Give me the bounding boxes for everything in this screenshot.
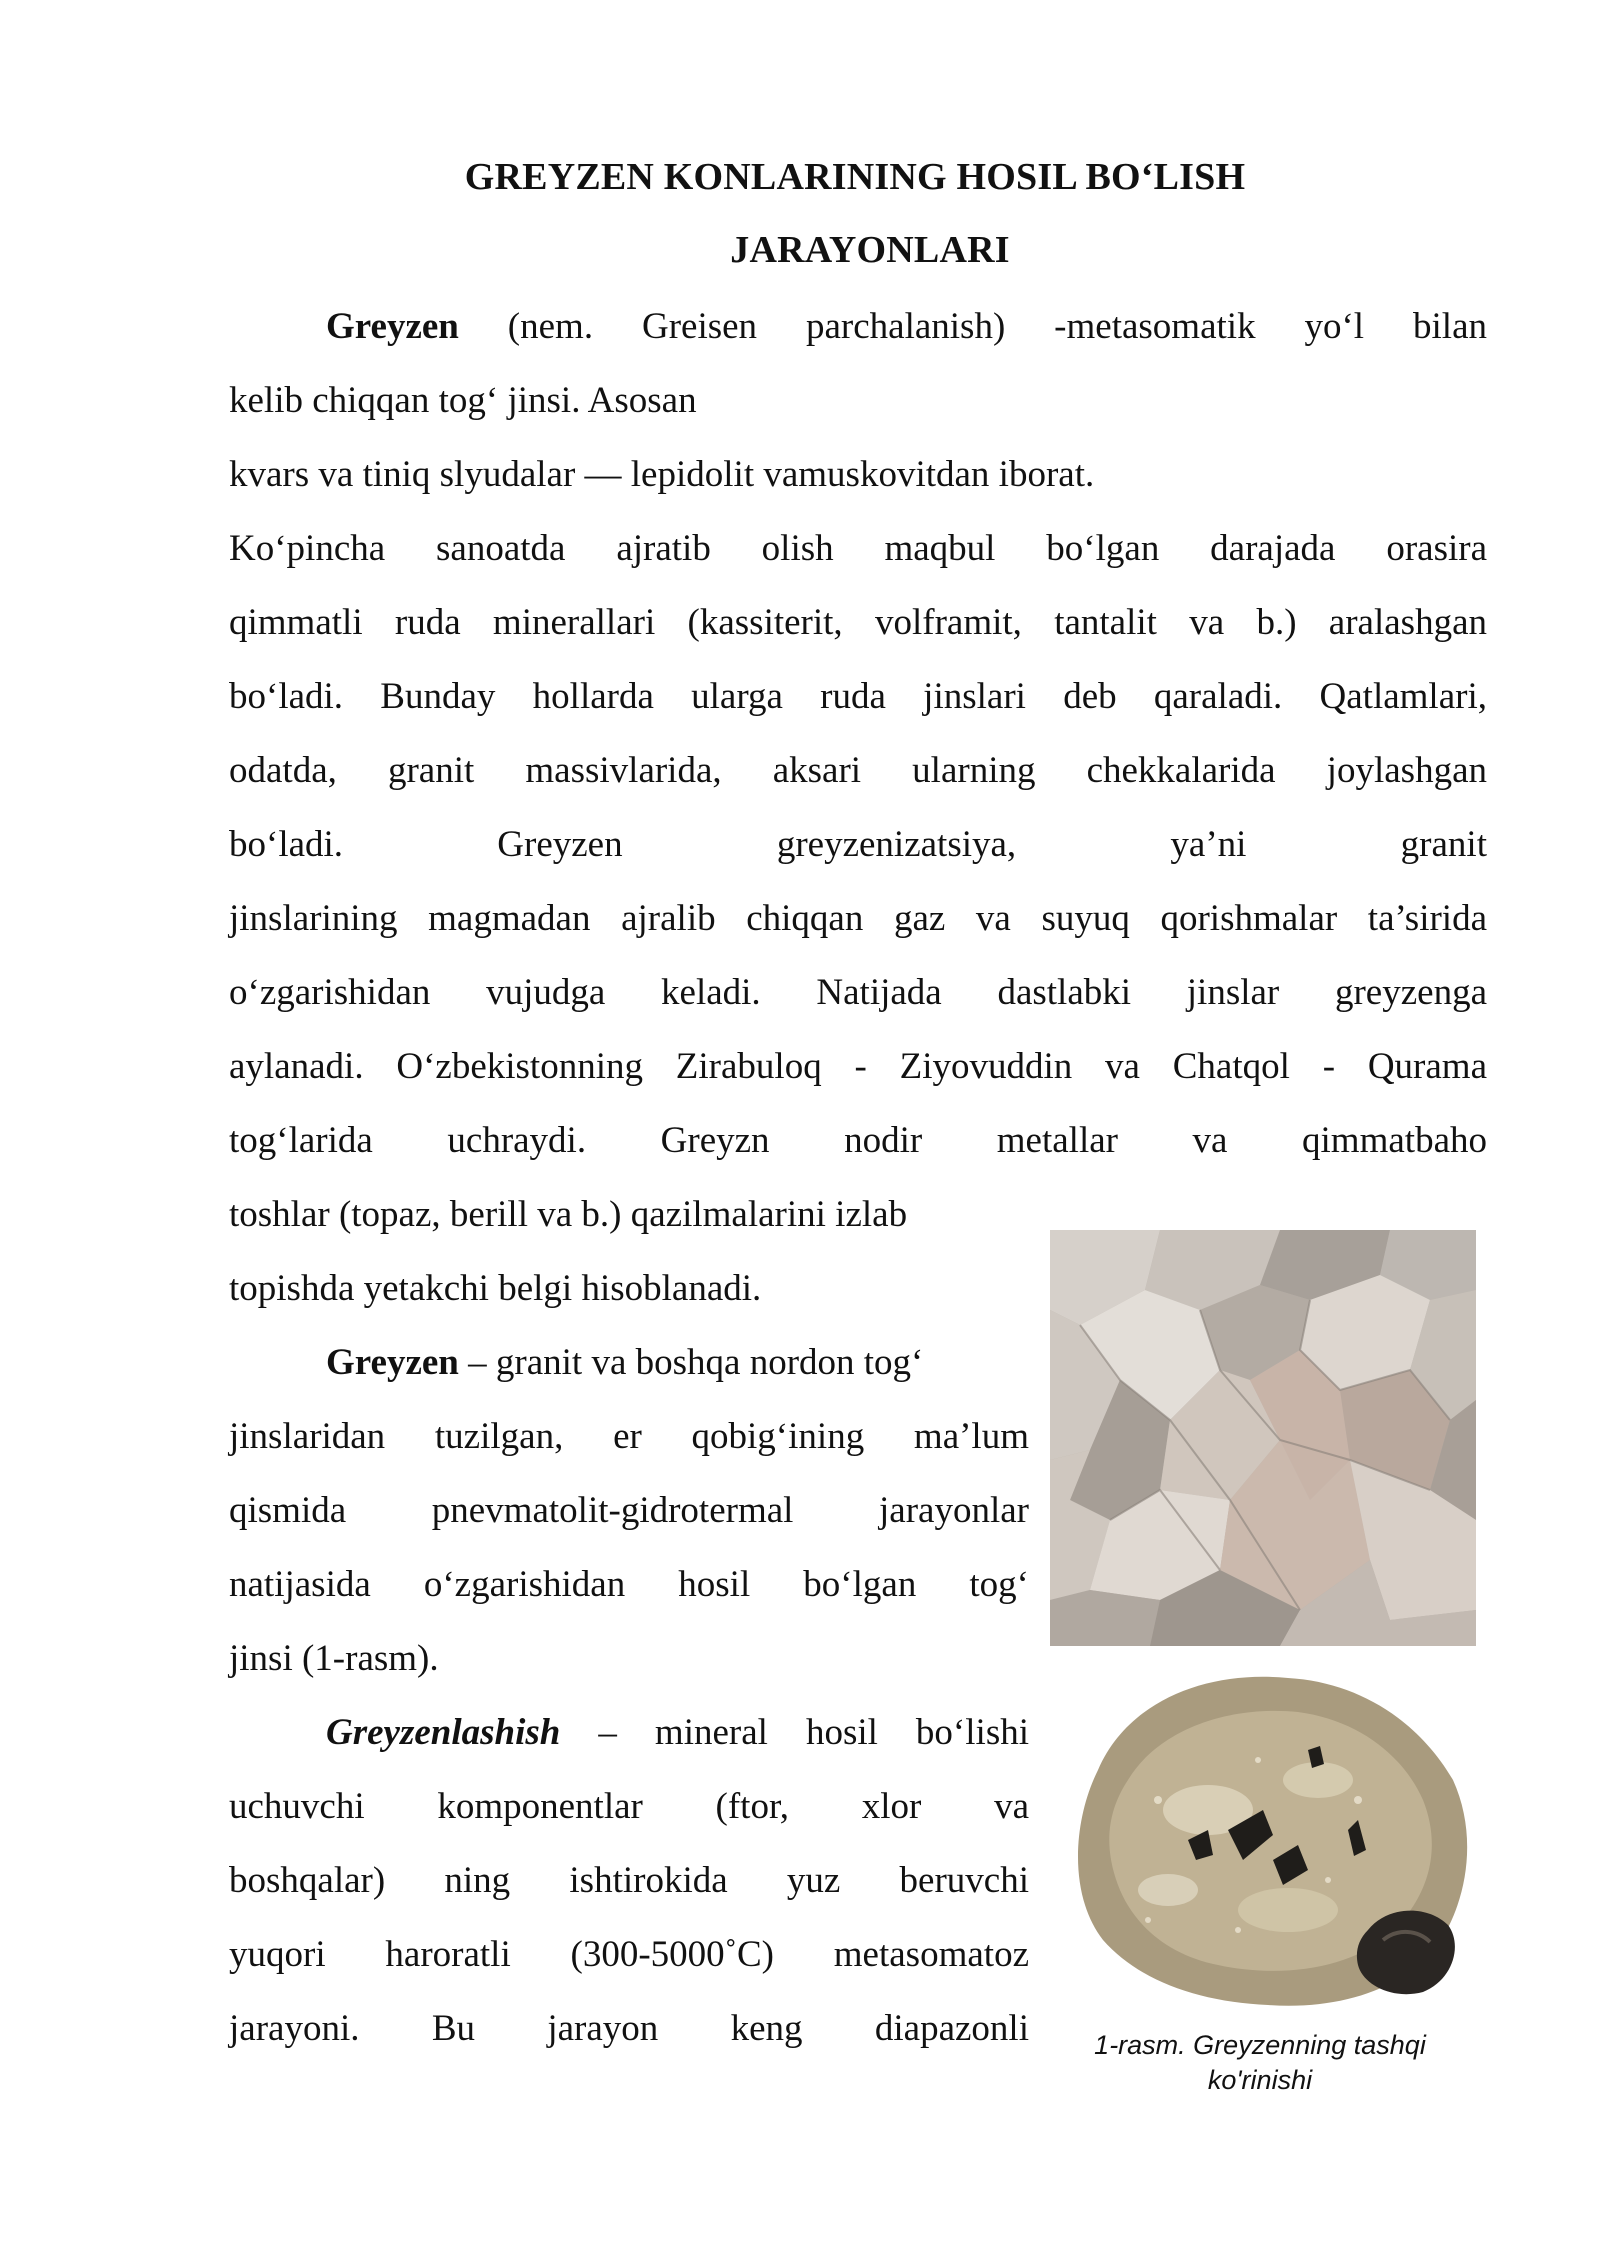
- paragraph-2-line-4: natijasida o‘zgarishidan hosil bo‘lgan tog‘: [229, 1564, 1029, 1605]
- paragraph-1-line-4: Ko‘pincha sanoatda ajratib olish maqbul bo‘lgan darajada orasira: [229, 528, 1487, 569]
- paragraph-3-line-3: boshqalar) ning ishtirokida yuz beruvchi: [229, 1860, 1029, 1901]
- page-title-line2: JARAYONLARI: [730, 229, 1010, 271]
- paragraph-1-line-5: qimmatli ruda minerallari (kassiterit, volframit, tantalit va b.) aralashgan: [229, 602, 1487, 643]
- figure-caption: 1-rasm. Greyzenning tashqi ko'rinishi: [1094, 2030, 1426, 2095]
- paragraph-1-line-12: tog‘larida uchraydi. Greyzn nodir metallar va qimmatbaho: [229, 1120, 1487, 1161]
- paragraph-3-line-4: yuqori haroratli (300-5000˚C) metasomatoz: [229, 1934, 1029, 1975]
- term-greyzen: Greyzen: [326, 306, 459, 347]
- paragraph-1-line-10: o‘zgarishidan vujudga keladi. Natijada dastlabki jinslar greyzenga: [229, 972, 1487, 1013]
- paragraph-1-line-6: bo‘ladi. Bunday hollarda ularga ruda jinslari deb qaraladi. Qatlamlari,: [229, 676, 1487, 717]
- paragraph-1-line-9: jinslarining magmadan ajralib chiqqan gaz va suyuq qorishmalar ta’sirida: [229, 898, 1487, 939]
- paragraph-1-line-3: kvars va tiniq slyudalar — lepidolit vamuskovitdan iborat.: [229, 454, 1095, 495]
- page-title: GREYZEN KONLARINING HOSIL BO‘LISH: [464, 156, 1246, 198]
- paragraph-1-line-8: bo‘ladi. Greyzen greyzenizatsiya, ya’ni granit: [229, 824, 1487, 865]
- paragraph-2-line-5: jinsi (1-rasm).: [229, 1638, 439, 1679]
- greisen-rock-pile-photo: [1050, 1230, 1476, 1646]
- paragraph-3-line-1: Greyzenlashish – mineral hosil bo‘lishi: [326, 1712, 1029, 1753]
- paragraph-1-line-13: toshlar (topaz, berill va b.) qazilmalarini izlab: [229, 1194, 908, 1235]
- term-greyzenlashish: Greyzenlashish: [326, 1712, 561, 1753]
- paragraph-1-line-1: Greyzen (nem. Greisen parchalanish) -metasomatik yo‘l bilan: [326, 306, 1487, 347]
- paragraph-2-line-3: qismida pnevmatolit-gidrotermal jarayonlar: [229, 1490, 1029, 1531]
- paragraph-1-line-7: odatda, granit massivlarida, aksari ularning chekkalarida joylashgan: [229, 750, 1487, 791]
- paragraph-1-line-11: aylanadi. O‘zbekistonning Zirabuloq - Ziyovuddin va Chatqol - Qurama: [229, 1046, 1487, 1087]
- term-greyzen-2: Greyzen: [326, 1342, 459, 1383]
- paragraph-1-line-14: topishda yetakchi belgi hisoblanadi.: [229, 1268, 762, 1309]
- paragraph-3-line-2: uchuvchi komponentlar (ftor, xlor va: [229, 1786, 1029, 1827]
- greisen-specimen-photo: [1058, 1660, 1478, 2020]
- paragraph-3-line-5: jarayoni. Bu jarayon keng diapazonli: [229, 2008, 1029, 2049]
- paragraph-2-line-2: jinslaridan tuzilgan, er qobig‘ining ma’lum: [229, 1416, 1029, 1457]
- paragraph-2-line-1: Greyzen – granit va boshqa nordon tog‘: [326, 1342, 924, 1383]
- paragraph-1-line-2: kelib chiqqan tog‘ jinsi. Asosan: [229, 380, 697, 421]
